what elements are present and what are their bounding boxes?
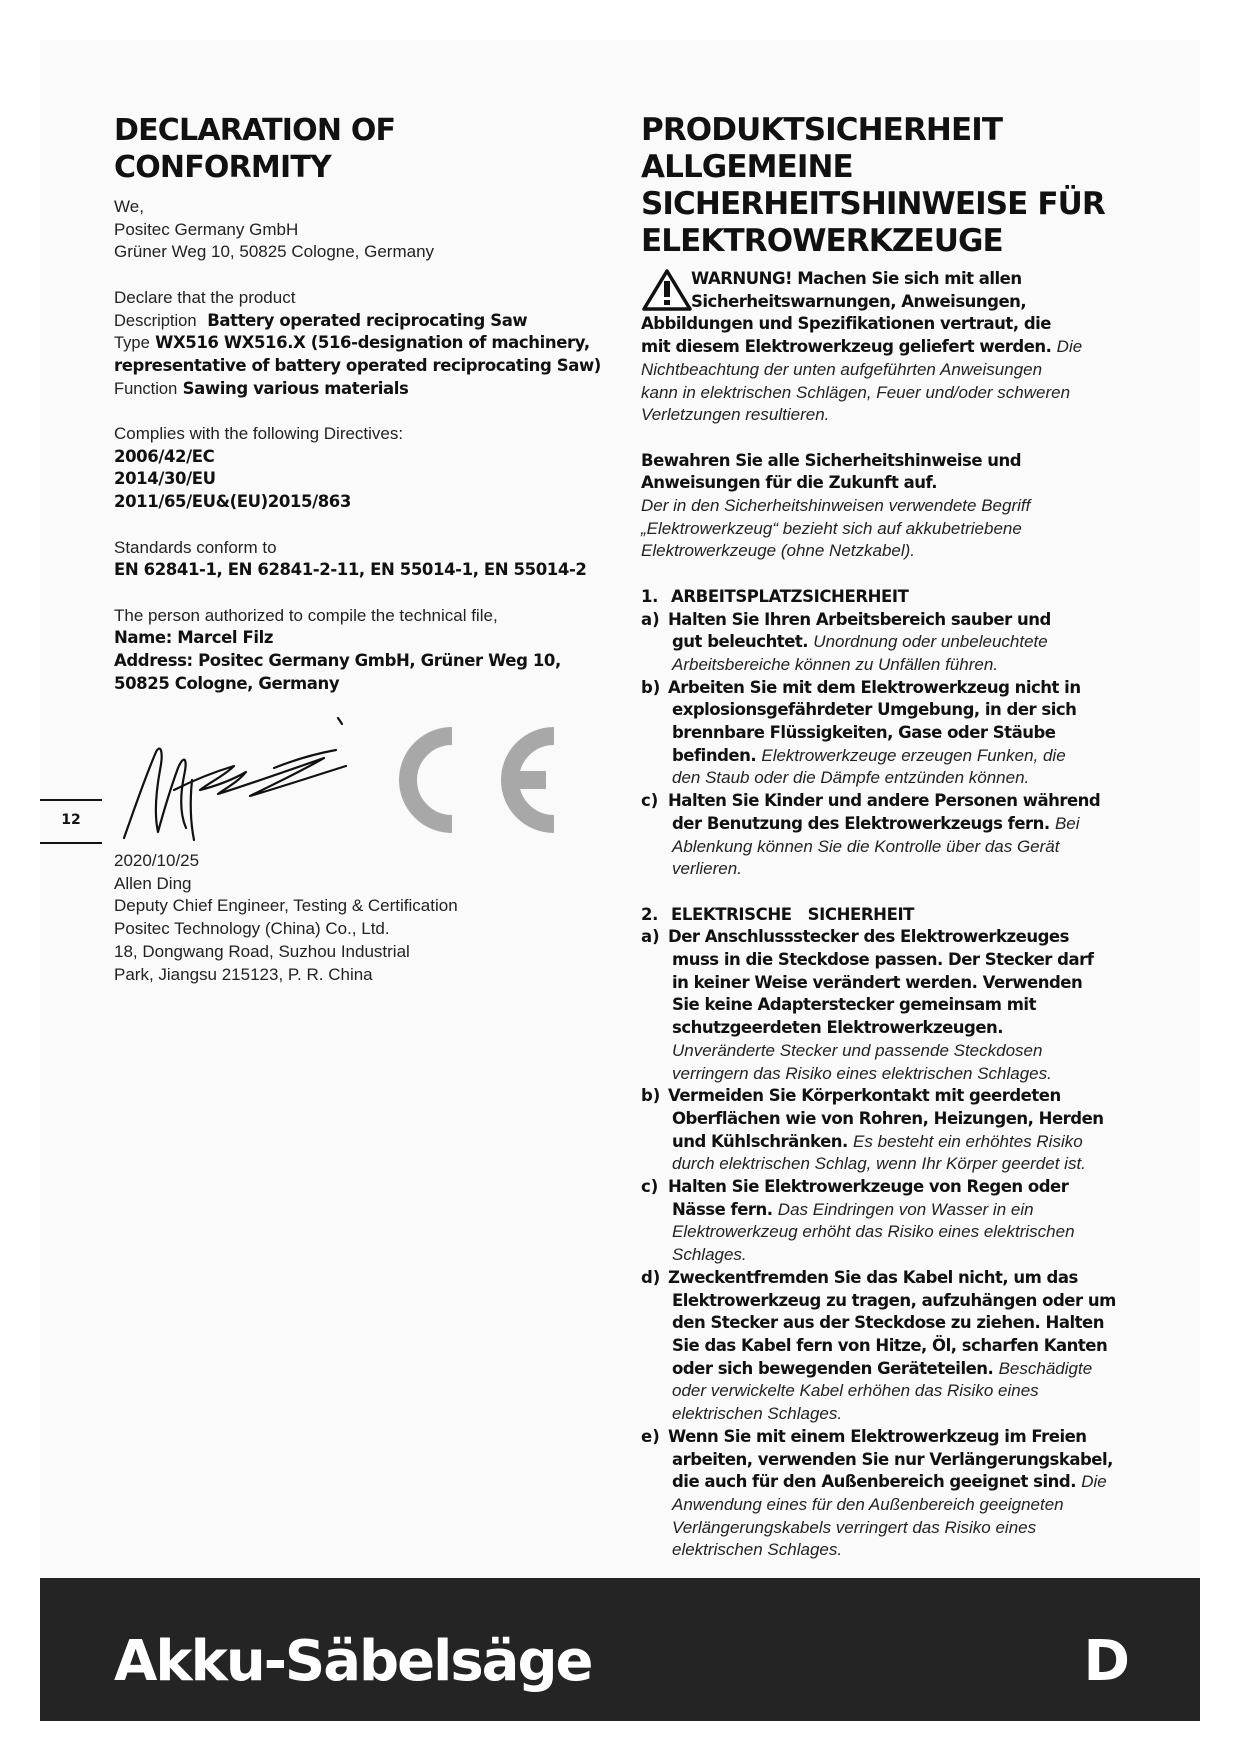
declaration-title-line2: CONFORMITY — [114, 150, 331, 185]
item-italic-line: verringern das Risiko eines elektrischen Schlages. — [672, 1063, 1052, 1083]
item-bold-line: Sie das Kabel fern von Hitze, Öl, scharfen Kanten — [672, 1336, 1108, 1355]
page-number: 12 — [61, 812, 81, 828]
item-bold-line: Zweckentfremden Sie das Kabel nicht, um das — [668, 1267, 1078, 1287]
item-bold-last: der Benutzung des Elektrowerkzeugs fern. — [672, 813, 1050, 833]
page-number-line-bottom — [40, 842, 102, 844]
section-title: ARBEITSPLATZSICHERHEIT — [671, 586, 909, 606]
item-bold-last-row — [672, 1358, 1141, 1381]
item-bold-line: in keiner Weise verändert werden. Verwenden — [672, 972, 1083, 992]
item-italic-first: Elektrowerkzeuge erzeugen Funken, die — [761, 745, 1066, 765]
item-bold-last: gut beleuchtet. — [672, 632, 809, 652]
declare-text: Declare that the product — [114, 287, 296, 307]
signer-address-line1: 18, Dongwang Road, Suzhou Industrial — [114, 941, 410, 961]
section-title: ELEKTRISCHE SICHERHEIT — [671, 904, 915, 924]
safety-title-line1: PRODUKTSICHERHEIT — [641, 112, 1003, 148]
item-bold-last-row — [672, 631, 1141, 654]
item-italic-line: elektrischen Schlages. — [672, 1404, 843, 1424]
item-italic-line: Arbeitsbereiche können zu Unfällen führen. — [672, 654, 999, 674]
item-bold-line: brennbare Flüssigkeiten, Gase oder Stäube — [672, 723, 1056, 743]
safety-item — [641, 1426, 1141, 1562]
footer-product-title: Akku-Säbelsäge — [114, 1629, 592, 1694]
item-bold-last-row — [672, 1131, 1141, 1154]
directive-1: 2006/42/EC — [114, 446, 215, 466]
function-label: Function — [114, 379, 178, 398]
signer-company: Positec Technology (China) Co., Ltd. — [114, 919, 390, 939]
item-bold-last-row — [672, 1471, 1141, 1494]
signer-title: Deputy Chief Engineer, Testing & Certification — [114, 896, 458, 916]
item-marker: c) — [641, 1177, 659, 1197]
item-marker: b) — [641, 1086, 661, 1106]
item-bold-last: befinden. — [672, 745, 757, 765]
description-row — [114, 310, 614, 333]
item-bold-line: Vermeiden Sie Körperkontakt mit geerdeten — [668, 1086, 1061, 1106]
item-bold-line: arbeiten, verwenden Sie nur Verlängerungskabel, — [672, 1449, 1113, 1469]
warning-italic-line2: kann in elektrischen Schlägen, Feuer und/oder schweren — [641, 382, 1071, 402]
warning-triangle-icon — [641, 268, 693, 312]
directive-2: 2014/30/EU — [114, 469, 216, 489]
item-italic-line: Ablenkung können Sie die Kontrolle über das Gerät — [672, 836, 1060, 856]
standards-label: Standards conform to — [114, 537, 277, 557]
warning-bold-last-text: mit diesem Elektrowerkzeug geliefert werden. — [641, 337, 1052, 357]
item-bold-last-row — [672, 1199, 1141, 1222]
type-value-line2: representative of battery operated reciprocating Saw) — [114, 355, 601, 375]
warning-bold-line2: Sicherheitswarnungen, Anweisungen, — [691, 291, 1027, 311]
keep-italic-line1: Der in den Sicherheitshinweisen verwendete Begriff — [641, 496, 1031, 516]
warning-bold-line1: WARNUNG! Machen Sie sich mit allen — [691, 269, 1022, 288]
item-italic-first: Es besteht ein erhöhtes Risiko — [853, 1131, 1083, 1151]
item-italic-line: Schlages. — [672, 1245, 747, 1265]
authorized-address-line2: 50825 Cologne, Germany — [114, 673, 340, 693]
warning-italic-line1: Nichtbeachtung der unten aufgeführten Anweisungen — [641, 359, 1043, 379]
safety-item — [641, 1267, 1141, 1426]
authorized-address-line1: Address: Positec Germany GmbH, Grüner Weg 10, — [114, 651, 561, 670]
directive-3: 2011/65/EU&(EU)2015/863 — [114, 492, 351, 512]
item-bold-last-row — [672, 1017, 1141, 1040]
item-bold-line: Elektrowerkzeug zu tragen, aufzuhängen oder um — [672, 1290, 1116, 1310]
description-label: Description — [114, 311, 197, 330]
item-bold-line: Halten Sie Kinder und andere Personen während — [668, 791, 1101, 811]
item-italic-line: verlieren. — [672, 859, 742, 879]
authorized-name: Name: Marcel Filz — [114, 628, 274, 648]
item-italic-line: Verlängerungskabels verringert das Risiko eines — [672, 1517, 1037, 1537]
item-marker: a) — [641, 609, 660, 629]
company-address: Grüner Weg 10, 50825 Cologne, Germany — [114, 242, 435, 262]
keep-italic-line2: „Elektrowerkzeug“ bezieht sich auf akkubetriebene — [641, 518, 1022, 538]
item-italic-line: Anwendung eines für den Außenbereich geeigneten — [672, 1494, 1064, 1514]
signer-name: Allen Ding — [114, 873, 192, 893]
standards-value: EN 62841-1, EN 62841-2-11, EN 55014-1, EN 55014-2 — [114, 560, 587, 580]
item-bold-last: die auch für den Außenbereich geeignet sind. — [672, 1472, 1076, 1492]
warning-bold-line3: Abbildungen und Spezifikationen vertraut, die — [641, 314, 1051, 334]
signed-date: 2020/10/25 — [114, 851, 200, 870]
keep-bold-line1: Bewahren Sie alle Sicherheitshinweise und — [641, 450, 1022, 470]
item-italic-line: durch elektrischen Schlag, wenn Ihr Körper geerdet ist. — [672, 1154, 1086, 1174]
item-bold-line: Halten Sie Elektrowerkzeuge von Regen oder — [668, 1177, 1069, 1197]
item-bold-last: und Kühlschränken. — [672, 1131, 848, 1151]
safety-title-line4: ELEKTROWERKZEUGE — [641, 223, 1003, 259]
warning-italic-first: Die — [1056, 337, 1083, 357]
item-italic-first: Die — [1081, 1472, 1107, 1492]
safety-item — [641, 677, 1141, 791]
signer-address-line2: Park, Jiangsu 215123, P. R. China — [114, 964, 373, 984]
keep-bold-line2: Anweisungen für die Zukunft auf. — [641, 473, 938, 493]
type-value-line1: WX516 WX516.X (516-designation of machinery, — [155, 333, 590, 353]
item-bold-line: Arbeiten Sie mit dem Elektrowerkzeug nicht in — [668, 677, 1081, 697]
item-italic-first: Unordnung oder unbeleuchtete — [813, 632, 1048, 652]
footer-language-code: D — [1083, 1629, 1130, 1694]
page-number-line-top — [40, 799, 102, 801]
item-bold-last: oder sich bewegenden Geräteteilen. — [672, 1358, 994, 1378]
item-bold-last-row — [672, 745, 1141, 768]
item-bold-line: muss in die Steckdose passen. Der Stecker darf — [672, 950, 1094, 970]
item-marker: e) — [641, 1426, 660, 1446]
declaration-title-line1: DECLARATION OF — [114, 113, 396, 148]
signature-image — [124, 718, 346, 840]
safety-item — [641, 790, 1141, 881]
signer-info — [114, 850, 614, 986]
safety-sections — [641, 563, 1141, 1562]
item-italic-line: den Staub oder die Dämpfe entzünden können. — [672, 768, 1030, 788]
we-text: We, — [114, 197, 144, 216]
item-bold-last: Nässe fern. — [672, 1199, 773, 1219]
item-italic-first: Bei — [1054, 813, 1080, 833]
ce-mark-text: CE — [114, 710, 116, 711]
section-heading — [641, 904, 1141, 927]
safety-item — [641, 1176, 1141, 1267]
safety-item — [641, 1085, 1141, 1176]
safety-item — [641, 926, 1141, 1085]
warning-bold-last — [641, 336, 1141, 359]
type-row — [114, 332, 614, 355]
ce-mark-icon — [408, 736, 554, 824]
section-number: 2. — [641, 904, 658, 924]
safety-title-line3: SICHERHEITSHINWEISE FÜR — [641, 186, 1105, 222]
item-bold-line: den Stecker aus der Steckdose zu ziehen. Halten — [672, 1313, 1104, 1333]
keep-italic-line3: Elektrowerkzeuge (ohne Netzkabel). — [641, 541, 916, 561]
item-bold-last: schutzgeerdeten Elektrowerkzeugen. — [672, 1018, 1004, 1038]
item-bold-line: Sie keine Adapterstecker gemeinsam mit — [672, 995, 1036, 1015]
complies-text: Complies with the following Directives: — [114, 424, 404, 443]
item-bold-last-row — [672, 813, 1141, 836]
type-label: Type — [114, 334, 150, 353]
item-bold-line: explosionsgefährdeter Umgebung, in der sich — [672, 700, 1077, 720]
company-name: Positec Germany GmbH — [114, 219, 299, 239]
footer-bar — [40, 1578, 1200, 1721]
safety-section — [641, 112, 1141, 1562]
item-marker: a) — [641, 927, 660, 947]
signature-and-ce-area — [114, 710, 634, 850]
warning-block — [641, 268, 1141, 427]
warning-italic-line3: Verletzungen resultieren. — [641, 405, 830, 425]
item-bold-line: Oberflächen wie von Rohren, Heizungen, Herden — [672, 1108, 1104, 1128]
item-marker: b) — [641, 677, 661, 697]
item-italic-line: Unveränderte Stecker und passende Steckdosen — [672, 1040, 1043, 1060]
item-bold-line: Wenn Sie mit einem Elektrowerkzeug im Freien — [668, 1426, 1087, 1446]
section-number: 1. — [641, 586, 658, 606]
item-marker: c) — [641, 791, 659, 811]
safety-title-line2: ALLGEMEINE — [641, 149, 853, 185]
description-value: Battery operated reciprocating Saw — [207, 310, 528, 330]
safety-item — [641, 609, 1141, 677]
item-italic-first: Beschädigte — [998, 1358, 1093, 1378]
authorized-text: The person authorized to compile the technical file, — [114, 605, 498, 625]
declaration-section — [114, 112, 614, 695]
item-italic-line: oder verwickelte Kabel erhöhen das Risiko eines — [672, 1381, 1039, 1401]
item-bold-line: Halten Sie Ihren Arbeitsbereich sauber und — [668, 609, 1051, 629]
item-marker: d) — [641, 1267, 661, 1287]
function-row — [114, 378, 614, 401]
function-value: Sawing various materials — [182, 378, 409, 398]
section-heading — [641, 586, 1141, 609]
item-italic-line: elektrischen Schlages. — [672, 1540, 843, 1560]
item-italic-first: Das Eindringen von Wasser in ein — [777, 1199, 1034, 1219]
item-bold-line: Der Anschlussstecker des Elektrowerkzeuges — [668, 927, 1069, 947]
item-italic-line: Elektrowerkzeug erhöht das Risiko eines elektrischen — [672, 1222, 1075, 1242]
